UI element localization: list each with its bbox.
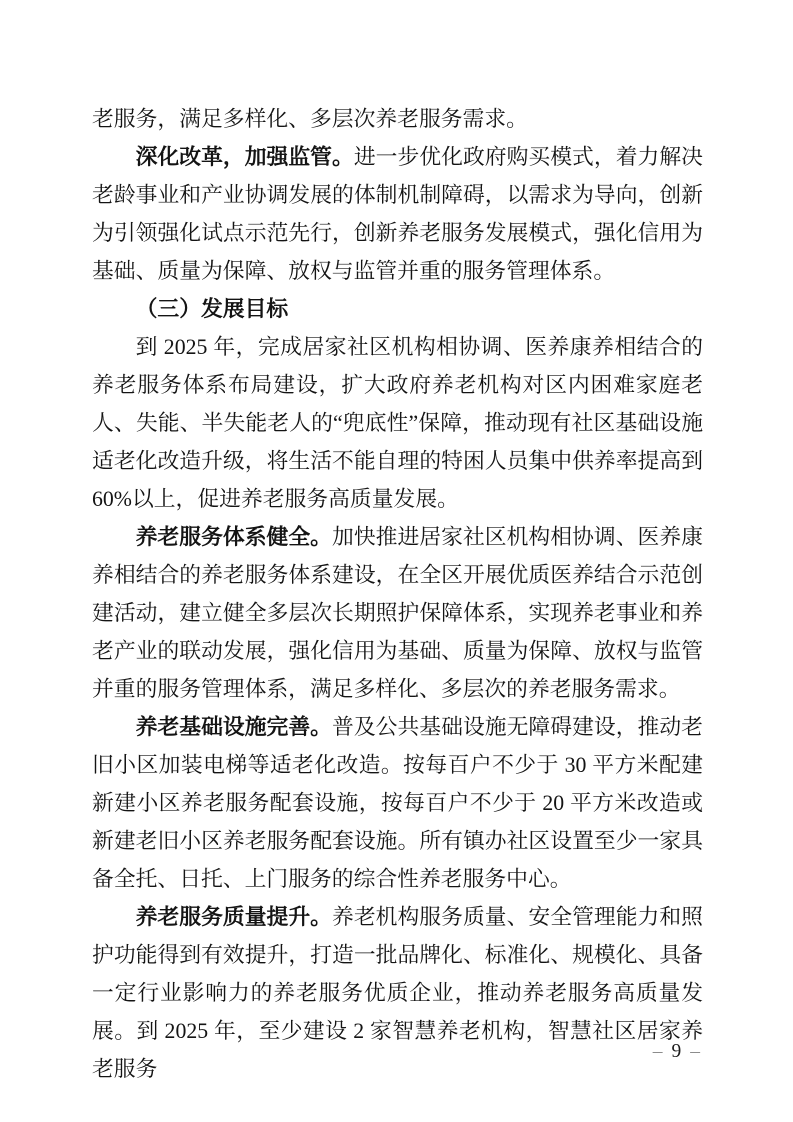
paragraph-lead: 养老服务体系健全。 bbox=[135, 525, 333, 549]
paragraph bbox=[92, 518, 703, 708]
paragraph bbox=[92, 328, 703, 518]
paragraph-text: 老服务，满足多样化、多层次养老服务需求。 bbox=[92, 107, 528, 131]
paragraph-text: 到 2025 年，完成居家社区机构相协调、医养康养相结合的养老服务体系布局建设，扩大政府养老机构对区内困难家庭老人、失能、半失能老人的“兜底性”保障，推动现有社区基础设施适老化改造升级，将生活不能自理的特困人员集中供养率提高到 60%以上，促进养老服务高质量发展。 bbox=[92, 335, 703, 511]
paragraph-lead: 养老服务质量提升。 bbox=[135, 905, 333, 929]
paragraph-text: 普及公共基础设施无障碍建设，推动老旧小区加装电梯等适老化改造。按每百户不少于 30 平方米配建新建小区养老服务配套设施，按每百户不少于 20 平方米改造或新建老旧小区养老服务配套设施。所有镇办社区设置至少一家具备全托、日托、上门服务的综合性养老服务中心。 bbox=[92, 715, 703, 891]
page-number-dash-right: – bbox=[690, 1041, 700, 1062]
section-heading bbox=[92, 290, 703, 328]
paragraph-text: （三）发展目标 bbox=[135, 297, 289, 321]
paragraph bbox=[92, 898, 703, 1088]
paragraph-text: 加快推进居家社区机构相协调、医养康养相结合的养老服务体系建设，在全区开展优质医养结合示范创建活动，建立健全多层次长期照护保障体系，实现养老事业和养老产业的联动发展，强化信用为基础、质量为保障、放权与监管并重的服务管理体系，满足多样化、多层次的养老服务需求。 bbox=[92, 525, 703, 701]
paragraph-text: 进一步优化政府购买模式，着力解决老龄事业和产业协调发展的体制机制障碍，以需求为导向，创新为引领强化试点示范先行，创新养老服务发展模式，强化信用为基础、质量为保障、放权与监管并重的服务管理体系。 bbox=[92, 145, 703, 283]
document-body bbox=[92, 100, 703, 1088]
page-number: 9 bbox=[671, 1041, 682, 1062]
paragraph-lead: 深化改革，加强监管。 bbox=[135, 145, 354, 169]
page-number-dash-left: – bbox=[652, 1041, 663, 1062]
paragraph bbox=[92, 100, 703, 138]
paragraph-text: 养老机构服务质量、安全管理能力和照护功能得到有效提升，打造一批品牌化、标准化、规模化、具备一定行业影响力的养老服务优质企业，推动养老服务高质量发展。到 2025 年，至少建设 2 家智慧养老机构，智慧社区居家养老服务 bbox=[92, 905, 703, 1081]
page-footer bbox=[653, 1041, 700, 1063]
paragraph bbox=[92, 708, 703, 898]
paragraph-lead: 养老基础设施完善。 bbox=[135, 715, 333, 739]
paragraph bbox=[92, 138, 703, 290]
